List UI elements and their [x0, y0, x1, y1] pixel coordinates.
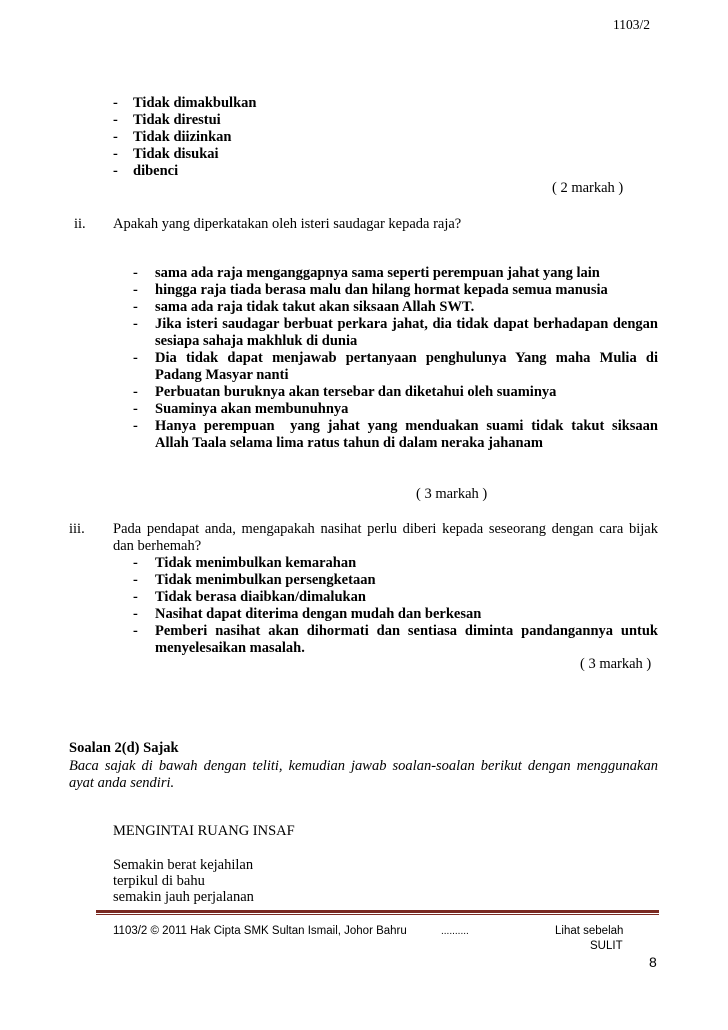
section-title: Soalan 2(d) Sajak: [69, 740, 179, 756]
list-item: Tidak disukai: [133, 146, 219, 162]
list-item-continuation: Allah Taala selama lima ratus tahun di dalam neraka jahanam: [155, 435, 543, 451]
poem-line: semakin jauh perjalanan: [113, 889, 254, 905]
list-item: Tidak menimbulkan persengketaan: [155, 572, 376, 588]
footer-rule-thin: [96, 914, 659, 915]
dash-bullet: -: [133, 606, 138, 622]
question-text: Pada pendapat anda, mengapakah nasihat perlu diberi kepada seseorang dengan cara bijak: [113, 521, 658, 537]
list-item-continuation: sesiapa sahaja makhluk di dunia: [155, 333, 358, 349]
dash-bullet: -: [133, 572, 138, 588]
question-number: ii.: [74, 216, 86, 232]
section-instruction: Baca sajak di bawah dengan teliti, kemudian jawab soalan-soalan berikut dengan menggunakan: [69, 758, 658, 774]
list-item: Tidak menimbulkan kemarahan: [155, 555, 357, 571]
marks-label: ( 3 markah ): [416, 486, 488, 502]
footer-copyright: 1103/2 © 2011 Hak Cipta SMK Sultan Ismail, Johor Bahru: [113, 925, 407, 937]
marks-label: ( 3 markah ): [580, 656, 652, 672]
footer-rule: [96, 910, 659, 913]
list-item: Tidak dimakbulkan: [133, 95, 257, 111]
marks-label: ( 2 markah ): [552, 180, 624, 196]
dash-bullet: -: [133, 350, 138, 366]
poem-title: MENGINTAI RUANG INSAF: [113, 823, 295, 839]
dash-bullet: -: [133, 418, 138, 434]
page-code: 1103/2: [613, 17, 650, 32]
question-text-continuation: dan berhemah?: [113, 538, 202, 554]
footer-lihat-sebelah: Lihat sebelah: [555, 925, 624, 937]
list-item: Tidak direstui: [133, 112, 221, 128]
poem-line: terpikul di bahu: [113, 873, 205, 889]
page-number: 8: [649, 954, 657, 970]
dash-bullet: -: [133, 555, 138, 571]
list-item: Nasihat dapat diterima dengan mudah dan berkesan: [155, 606, 482, 622]
list-item: Hanya perempuan yang jahat yang menduakan suami tidak takut siksaan: [155, 418, 658, 434]
list-item: sama ada raja tidak takut akan siksaan Allah SWT.: [155, 299, 475, 315]
dash-bullet: -: [113, 163, 118, 179]
question-number: iii.: [69, 521, 85, 537]
dash-bullet: -: [113, 112, 118, 128]
poem-line: Semakin berat kejahilan: [113, 857, 254, 873]
section-instruction-continuation: ayat anda sendiri.: [69, 775, 175, 791]
footer-dots: ..........: [441, 926, 469, 937]
dash-bullet: -: [133, 299, 138, 315]
dash-bullet: -: [133, 401, 138, 417]
list-item: Perbuatan buruknya akan tersebar dan diketahui oleh suaminya: [155, 384, 557, 400]
list-item: hingga raja tiada berasa malu dan hilang hormat kepada semua manusia: [155, 282, 608, 298]
dash-bullet: -: [133, 316, 138, 332]
list-item: sama ada raja menganggapnya sama seperti perempuan jahat yang lain: [155, 265, 600, 281]
list-item: Tidak diizinkan: [133, 129, 232, 145]
dash-bullet: -: [113, 129, 118, 145]
list-item: Pemberi nasihat akan dihormati dan sentiasa diminta pandangannya untuk: [155, 623, 658, 639]
dash-bullet: -: [133, 623, 138, 639]
list-item: Dia tidak dapat menjawab pertanyaan penghulunya Yang maha Mulia di: [155, 350, 658, 366]
list-item: Tidak berasa diaibkan/dimalukan: [155, 589, 366, 605]
dash-bullet: -: [133, 589, 138, 605]
list-item-continuation: menyelesaikan masalah.: [155, 640, 305, 656]
list-item: dibenci: [133, 163, 179, 179]
footer-sulit: SULIT: [590, 940, 623, 952]
list-item-continuation: Padang Masyar nanti: [155, 367, 289, 383]
dash-bullet: -: [133, 282, 138, 298]
dash-bullet: -: [113, 146, 118, 162]
list-item: Suaminya akan membunuhnya: [155, 401, 349, 417]
dash-bullet: -: [133, 384, 138, 400]
list-item: Jika isteri saudagar berbuat perkara jahat, dia tidak dapat berhadapan dengan: [155, 316, 658, 332]
question-text: Apakah yang diperkatakan oleh isteri saudagar kepada raja?: [113, 216, 462, 232]
dash-bullet: -: [133, 265, 138, 281]
dash-bullet: -: [113, 95, 118, 111]
